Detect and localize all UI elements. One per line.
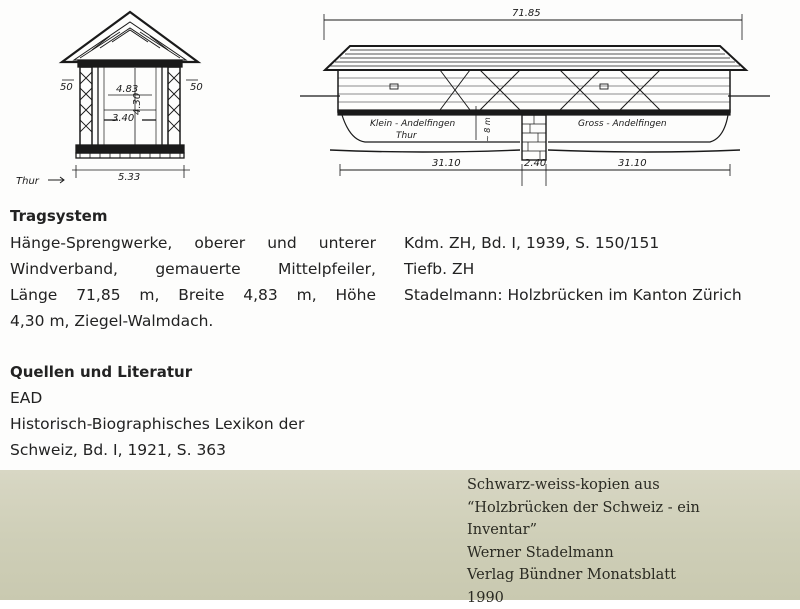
quellen-item: EAD [10, 385, 304, 411]
tragsystem-line-1 [10, 230, 376, 256]
credits-line: Verlag Bündner Monatsblatt [467, 564, 700, 587]
cross-section-river-label: Thur [16, 176, 40, 187]
word: Länge [10, 282, 57, 308]
word: 71,85 [76, 282, 120, 308]
elevation-label-left-bank: Klein - Andelfingen [370, 119, 455, 129]
tragsystem-heading: Tragsystem [10, 207, 107, 225]
cross-section-dim-height: 4.30 [132, 93, 143, 115]
word: und [267, 230, 297, 256]
quellen-heading: Quellen und Literatur [10, 363, 192, 381]
credits-line: Werner Stadelmann [467, 542, 700, 565]
word: 4,83 [243, 282, 278, 308]
word: Hänge-Sprengwerke, [10, 230, 172, 256]
elevation-dim-total-length: 71.85 [512, 8, 541, 19]
technical-drawings [0, 0, 800, 200]
cross-section-dim-inner-width: 4.83 [116, 84, 138, 95]
tragsystem-line-3 [10, 282, 376, 308]
cross-section-dim-span: 3.40 [112, 113, 134, 124]
quellen-text [10, 385, 304, 463]
credits-panel [0, 470, 800, 600]
reference-item: Tiefb. ZH [404, 256, 742, 282]
references-list [404, 230, 742, 308]
reference-item: Kdm. ZH, Bd. I, 1939, S. 150/151 [404, 230, 742, 256]
cross-section-drawing [48, 12, 198, 183]
word: Mittelpfeiler, [278, 256, 376, 282]
cross-section-dim-left: 50 [60, 82, 73, 93]
elevation-dim-left-span: 31.10 [432, 158, 461, 169]
credits-line: Schwarz-weiss-kopien aus [467, 474, 700, 497]
elevation-river-label: Thur [396, 131, 418, 141]
word: oberer [194, 230, 245, 256]
word: m, [139, 282, 159, 308]
cross-section-dim-base: 5.33 [118, 172, 140, 183]
quellen-item: Schweiz, Bd. I, 1921, S. 363 [10, 437, 304, 463]
word: unterer [319, 230, 376, 256]
word: gemauerte [155, 256, 240, 282]
word: Höhe [335, 282, 376, 308]
word: Breite [178, 282, 224, 308]
credits-line: Inventar” [467, 519, 700, 542]
quellen-item: Historisch-Biographisches Lexikon der [10, 411, 304, 437]
word: Windverband, [10, 256, 118, 282]
reference-item: Stadelmann: Holzbrücken im Kanton Zürich [404, 282, 742, 308]
elevation-dim-right-span: 31.10 [618, 158, 647, 169]
cross-section-dim-right: 50 [190, 82, 203, 93]
elevation-label-right-bank: Gross - Andelfingen [578, 119, 667, 129]
word: m, [297, 282, 317, 308]
tragsystem-line-4: 4,30 m, Ziegel-Walmdach. [10, 308, 376, 334]
tragsystem-text [10, 230, 376, 334]
elevation-dim-pier: 2.40 [524, 158, 546, 169]
credits-line: “Holzbrücken der Schweiz - ein [467, 497, 700, 520]
tragsystem-line-2 [10, 256, 376, 282]
elevation-dim-water-depth: ~ 8 m [483, 117, 492, 142]
credits-text [467, 474, 700, 609]
credits-line: 1990 [467, 587, 700, 609]
